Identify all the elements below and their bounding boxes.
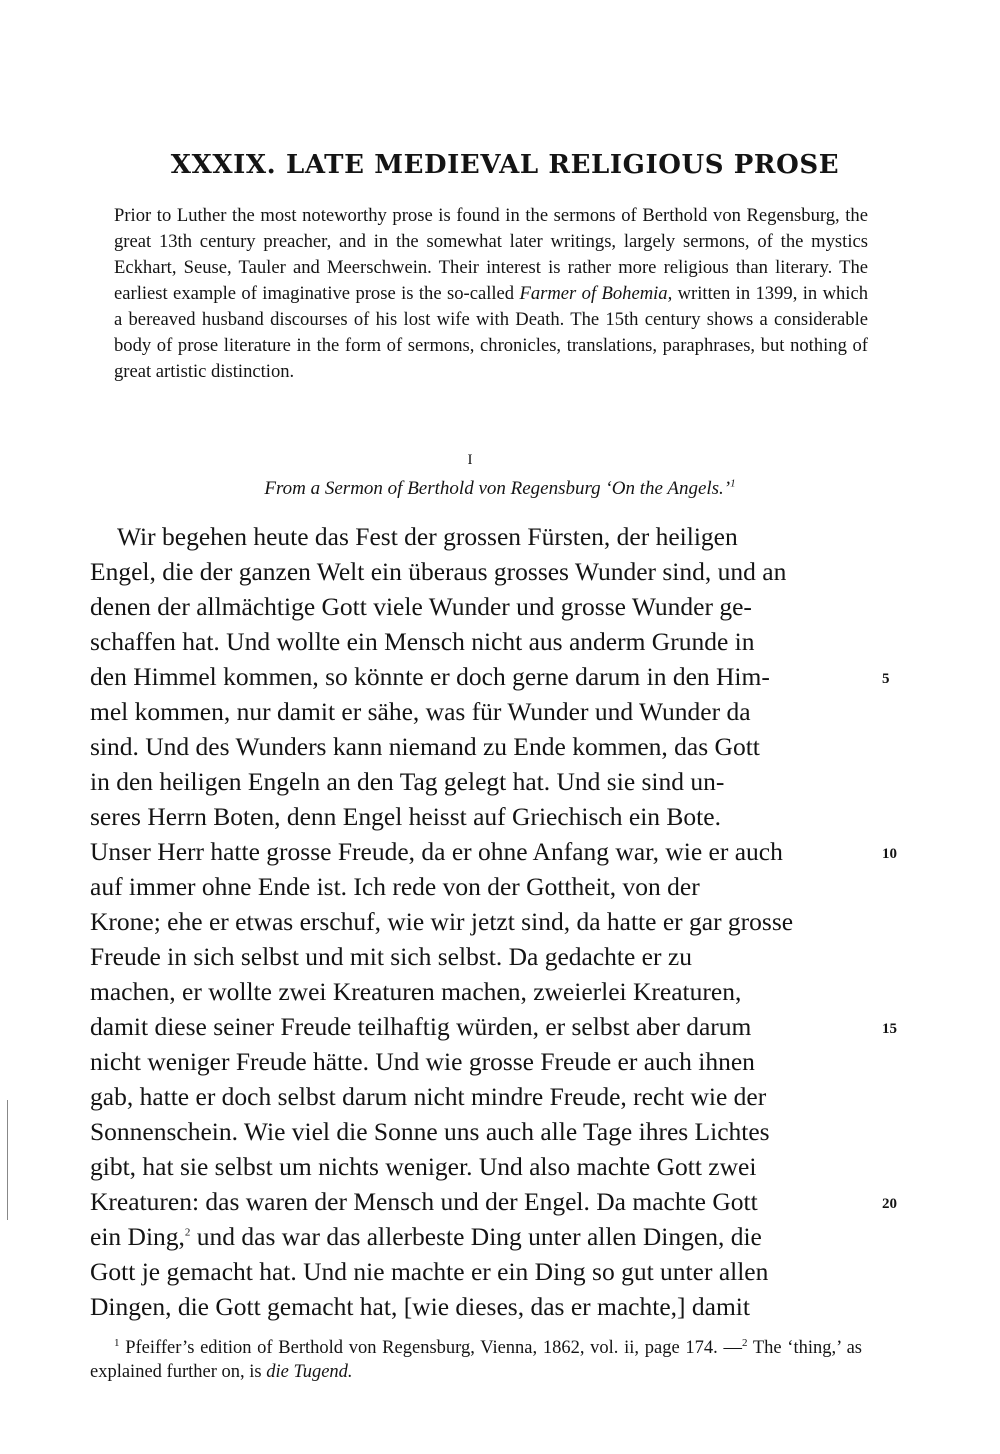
text-line-4: schaffen hat. Und wollte ein Mensch nicht aus anderm Grunde in (90, 627, 755, 656)
text-line-20: Kreaturen: das waren der Mensch und der Engel. Da machte Gott (90, 1187, 758, 1216)
footnotes (90, 1336, 862, 1384)
text-line-19: gibt, hat sie selbst um nichts weniger. Und also machte Gott zwei (90, 1152, 757, 1181)
text-line-11: auf immer ohne Ende ist. Ich rede von der Gottheit, von der (90, 872, 700, 901)
section-number: I (467, 452, 473, 468)
text-line-21 (90, 1222, 870, 1252)
chapter-title: XXXIX. LATE MEDIEVAL RELIGIOUS PROSE (170, 150, 840, 180)
text-line-9: seres Herrn Boten, denn Engel heisst auf Griechisch ein Bote. (90, 802, 721, 831)
text-line-16: nicht weniger Freude hätte. Und wie grosse Freude er auch ihnen (90, 1047, 755, 1076)
footnote-2-mark: 2 (741, 1336, 748, 1349)
section-heading (120, 478, 880, 500)
footnote-2-text: The ‘thing,’ as explained further on, is (90, 1338, 862, 1382)
text-line-13: Freude in sich selbst und mit sich selbst. Da gedachte er zu (90, 942, 692, 971)
text-line-1: Wir begehen heute das Fest der grossen Fürsten, der heiligen (117, 522, 738, 551)
text-line-18: Sonnenschein. Wie viel die Sonne uns auch alle Tage ihres Lichtes (90, 1117, 770, 1146)
text-line-22: Gott je gemacht hat. Und nie machte er ein Ding so gut unter allen (90, 1257, 769, 1286)
text-line-6: mel kommen, nur damit er sähe, was für Wunder und Wunder da (90, 697, 751, 726)
intro-paragraph (114, 203, 868, 385)
text-line-17: gab, hatte er doch selbst darum nicht mindre Freude, recht wie der (90, 1082, 767, 1111)
line-number-20: 20 (882, 1196, 897, 1212)
intro-text-part2: written in 1399, in which a bereaved husband discourses of his lost wife with Death. The 15th century shows a considerable body of prose literature in the form of sermons, chronicles, translations, paraphrases, but nothing of great artistic distinction. (114, 283, 869, 382)
text-line-10: Unser Herr hatte grosse Freude, da er ohne Anfang war, wie er auch (90, 837, 783, 866)
intro-title-farmer-of-bohemia: Farmer of Bohemia, (519, 283, 673, 304)
text-line-7: sind. Und des Wunders kann niemand zu Ende kommen, das Gott (90, 732, 760, 761)
text-line-21-end: und das war das allerbeste Ding unter allen Dingen, die (196, 1222, 762, 1251)
text-line-21-start: ein Ding, (90, 1222, 185, 1251)
intro-text-part1: Prior to Luther the most noteworthy prose is found in the sermons of Berthold von Regensburg, the great 13th century preacher, and in the somewhat later writings, largely sermons, of the mystics Eckhart, Seuse, Tauler and Meerschwein. Their interest is rather more religious than literary. The earliest example of imaginative prose is the so-called (114, 205, 868, 304)
line-number-5: 5 (882, 671, 890, 687)
footnote-ref-1: 1 (730, 477, 736, 490)
line-number-10: 10 (882, 846, 897, 862)
text-line-5: den Himmel kommen, so könnte er doch gerne darum in den Him- (90, 662, 770, 691)
scan-edge-mark (7, 1100, 8, 1220)
text-line-3: denen der allmächtige Gott viele Wunder und grosse Wunder ge- (90, 592, 752, 621)
text-line-23: Dingen, die Gott gemacht hat, [wie dieses, das er machte,] damit (90, 1292, 750, 1321)
footnote-2-italic: die Tugend. (266, 1362, 353, 1382)
text-line-14: machen, er wollte zwei Kreaturen machen, zweierlei Kreaturen, (90, 977, 742, 1006)
text-line-8: in den heiligen Engeln an den Tag gelegt hat. Und sie sind un- (90, 767, 725, 796)
footnote-ref-2: 2 (184, 1226, 191, 1239)
footnote-1-text: Pfeiffer’s edition of Berthold von Regensburg, Vienna, 1862, vol. ii, page 174. — (125, 1338, 742, 1358)
section-heading-text: From a Sermon of Berthold von Regensburg ‘On the Angels.’ (264, 478, 731, 499)
text-line-2: Engel, die der ganzen Welt ein überaus grosses Wunder sind, und an (90, 557, 787, 586)
line-number-15: 15 (882, 1021, 897, 1037)
text-line-12: Krone; ehe er etwas erschuf, wie wir jetzt sind, da hatte er gar grosse (90, 907, 794, 936)
footnote-1-mark: 1 (114, 1336, 120, 1349)
text-line-15: damit diese seiner Freude teilhaftig würden, er selbst aber darum (90, 1012, 752, 1041)
